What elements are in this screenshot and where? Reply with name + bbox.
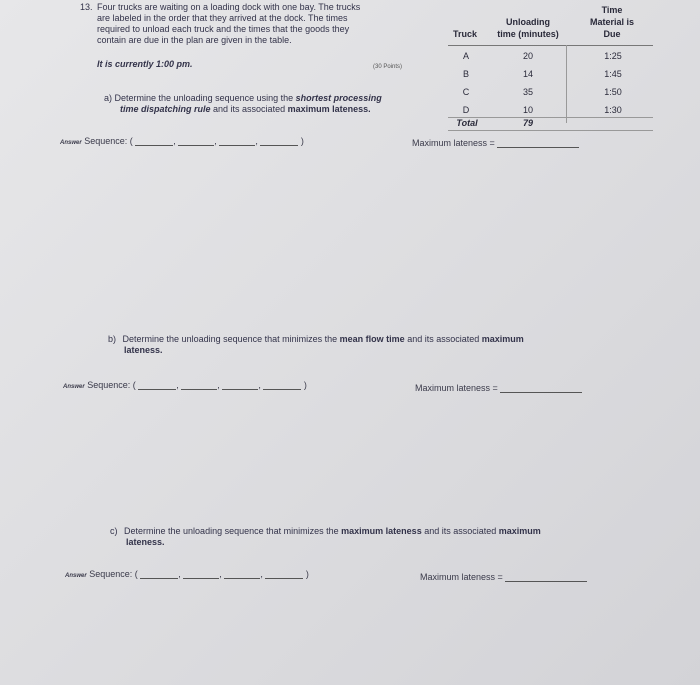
table-row-truck: D (462, 105, 470, 115)
max-lateness-b: Maximum lateness = (415, 383, 582, 393)
sequence-blank[interactable] (138, 380, 176, 390)
problem-number: 13. (80, 2, 93, 12)
part-c-question: c) Determine the unloading sequence that minimizes the maximum lateness and its associated maximum lateness. (110, 526, 541, 547)
total-value: 79 (522, 118, 533, 128)
sequence-blank[interactable] (265, 569, 303, 579)
problem-line: Four trucks are waiting on a loading dock with one bay. The trucks (97, 2, 361, 12)
table-row-unloading: 14 (522, 69, 533, 79)
max-lateness-blank[interactable] (505, 572, 587, 582)
part-label: a) (104, 93, 113, 103)
part-a-question: a) Determine the unloading sequence using the shortest processing time dispatching rule and its associated maximum lateness. (104, 93, 382, 114)
truck-header: Truck (452, 29, 477, 39)
answer-c: Answer Sequence: ( , , , ) (65, 569, 309, 579)
sequence-blank[interactable] (181, 380, 217, 390)
table-row-due: 1:25 (604, 51, 622, 61)
answer-a: Answer Sequence: ( , , , ) (60, 136, 304, 146)
unloading-header-2: time (minutes) (497, 29, 559, 39)
unloading-header-1: Unloading (506, 17, 550, 27)
points: (30 Points) (373, 64, 403, 70)
due-header-1: Time (601, 5, 623, 15)
total-label: Total (456, 118, 478, 128)
table-row-truck: A (462, 51, 469, 61)
table-row-due: 1:45 (604, 69, 622, 79)
sequence-blank[interactable] (260, 136, 298, 146)
part-b-question: b) Determine the unloading sequence that minimizes the mean flow time and its associated maximum lateness. (108, 334, 524, 355)
problem-line: required to unload each truck and the times that the goods they (97, 24, 350, 34)
sequence-blank[interactable] (183, 569, 219, 579)
max-lateness-c: Maximum lateness = (420, 572, 587, 582)
table-row-truck: C (462, 87, 470, 97)
problem-line: contain are due in the plan are given in the table. (97, 35, 292, 45)
max-lateness-a: Maximum lateness = (412, 138, 579, 148)
max-lateness-blank[interactable] (500, 383, 582, 393)
table-row-unloading: 10 (522, 105, 533, 115)
current-time: It is currently 1:00 pm. (97, 59, 193, 69)
answer-b: Answer Sequence: ( , , , ) (63, 380, 307, 390)
sequence-blank[interactable] (224, 569, 260, 579)
sequence-blank[interactable] (140, 569, 178, 579)
problem-line: are labeled in the order that they arrived at the dock. The times (97, 13, 348, 23)
due-header-3: Due (603, 29, 621, 39)
sequence-blank[interactable] (219, 136, 255, 146)
due-header-2: Material is (589, 17, 635, 27)
sequence-blank[interactable] (178, 136, 214, 146)
sequence-blank[interactable] (263, 380, 301, 390)
table-row-due: 1:50 (604, 87, 622, 97)
sequence-blank[interactable] (222, 380, 258, 390)
table-row-due: 1:30 (604, 105, 622, 115)
table-row-unloading: 35 (522, 87, 533, 97)
problem-text (97, 2, 437, 46)
table-row-unloading: 20 (522, 51, 533, 61)
sequence-blank[interactable] (135, 136, 173, 146)
table-row-truck: B (462, 69, 469, 79)
max-lateness-blank[interactable] (497, 138, 579, 148)
